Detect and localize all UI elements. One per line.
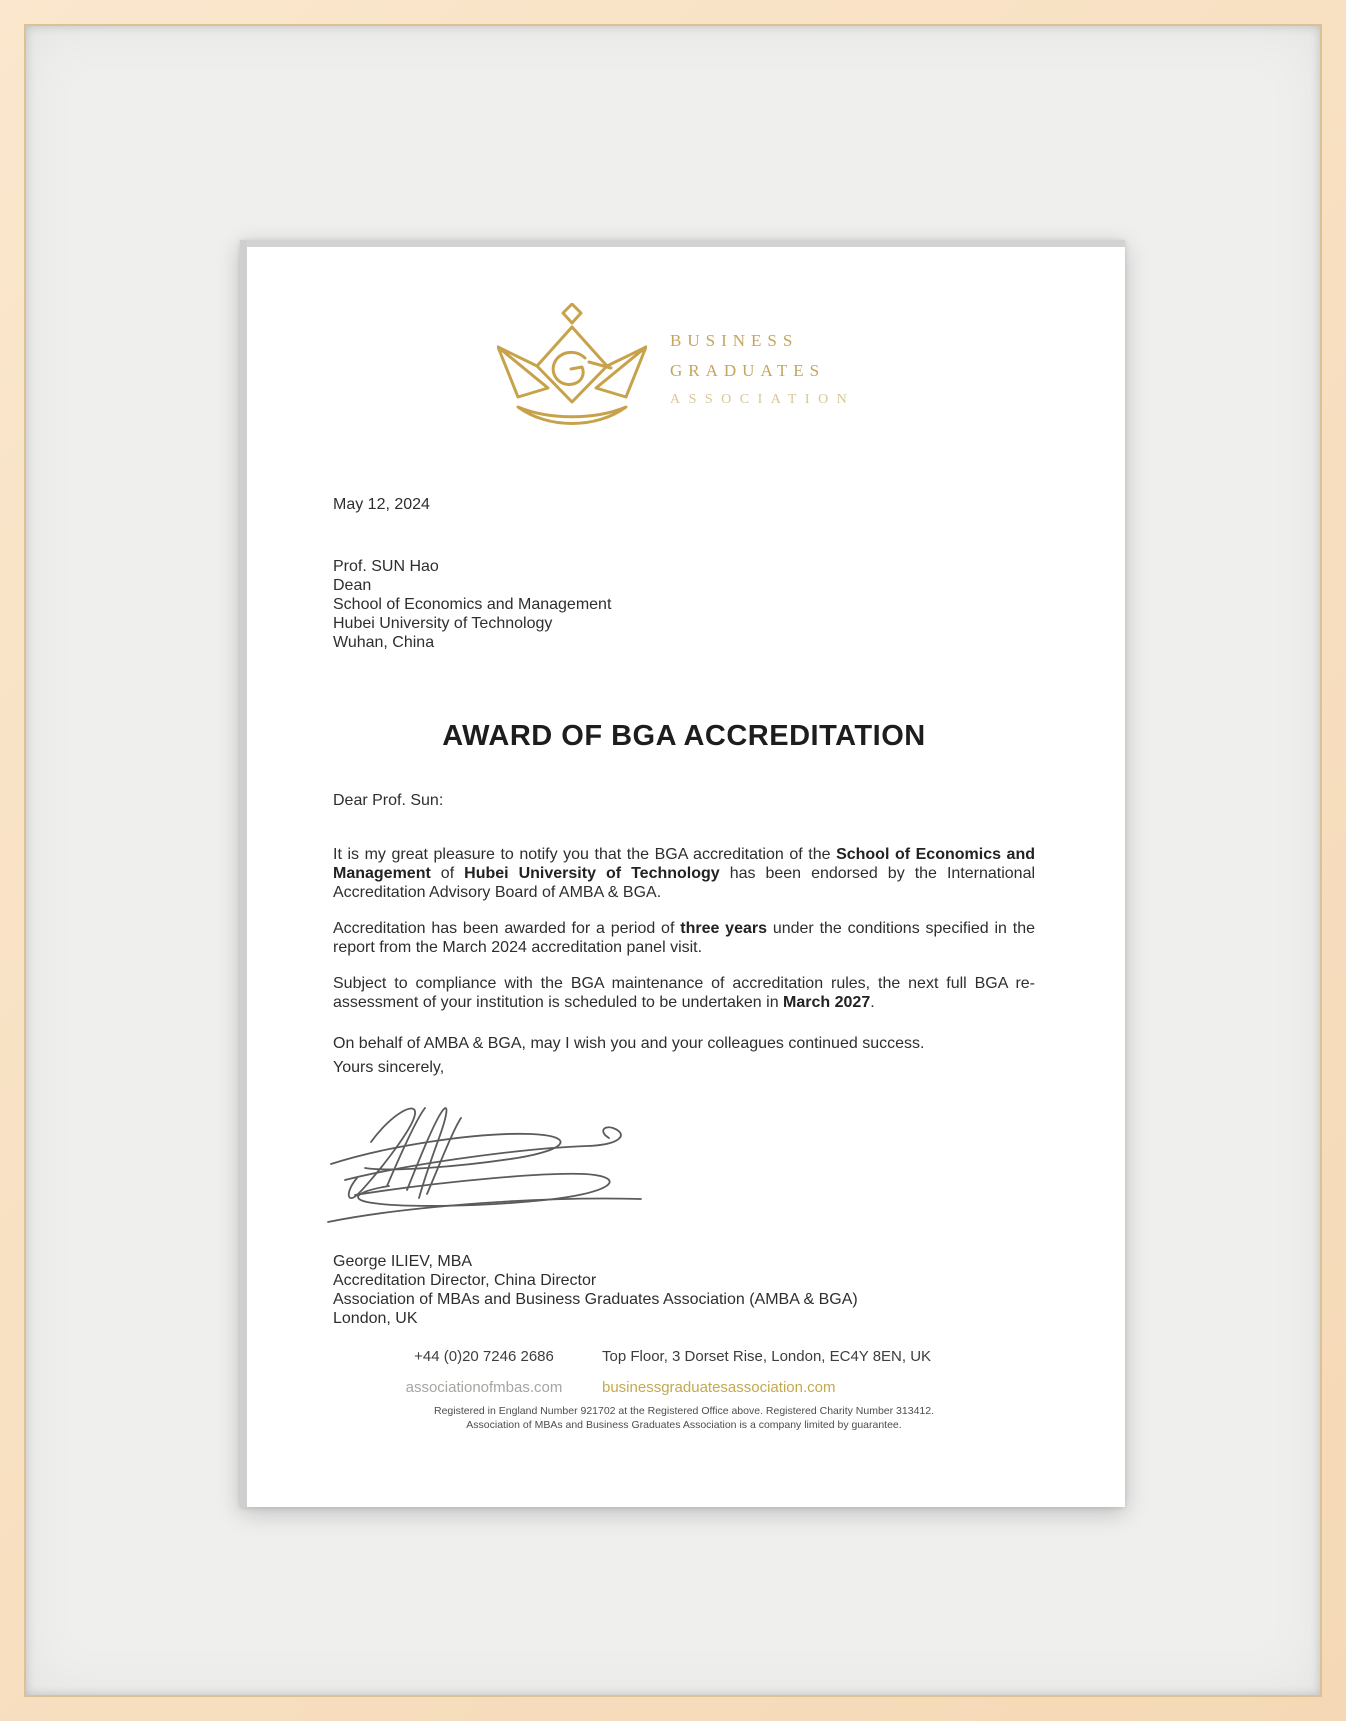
logo-word-association: ASSOCIATION [670, 392, 856, 407]
recipient-name: Prof. SUN Hao [333, 558, 439, 575]
frame-mat [26, 26, 1320, 1695]
salutation: Dear Prof. Sun: [333, 792, 444, 809]
signatory-block [333, 1252, 858, 1328]
paragraph-4: On behalf of AMBA & BGA, may I wish you and your colleagues continued success. [333, 1035, 925, 1052]
logo-word-business: BUSINESS [670, 331, 799, 350]
recipient-city: Wuhan, China [333, 634, 435, 651]
paragraph-2-text: under the conditions specified in the report from the March 2024 accreditation panel visit. [333, 920, 1036, 956]
paper-edge-shadow-left [240, 240, 247, 1507]
letter-date: May 12, 2024 [333, 496, 430, 513]
recipient-block [333, 557, 611, 652]
paragraph-2 [333, 919, 1035, 957]
paragraph-3-text: . [870, 994, 875, 1011]
recipient-school: School of Economics and Management [333, 596, 612, 613]
footer-phone: +44 (0)20 7246 2686 [414, 1348, 554, 1365]
fine-print [333, 1404, 1035, 1432]
fine-print-line-1: Registered in England Number 921702 at the Registered Office above. Registered Charity Number 313412. [433, 1405, 935, 1417]
logo-word-graduates: GRADUATES [670, 360, 826, 380]
letter-paper [240, 240, 1125, 1507]
paragraph-1-text: has been endorsed by the International Accreditation Advisory Board of AMBA & BGA. [333, 865, 1036, 901]
reassessment-date-bold: March 2027 [783, 994, 871, 1011]
paragraph-3-text: Subject to compliance with the BGA maintenance of accreditation rules, the next full BGA re-assessment of your institution is scheduled to be undertaken in [333, 975, 1035, 1011]
signatory-role: Accreditation Director, China Director [333, 1272, 597, 1289]
paragraph-2-text: Accreditation has been awarded for a period of [333, 920, 681, 937]
signature-image [325, 1100, 647, 1232]
signatory-city: London, UK [333, 1310, 418, 1327]
paragraph-1-text: It is my great pleasure to notify you that the BGA accreditation of the [333, 846, 837, 863]
footer-website-bga: businessgraduatesassociation.com [602, 1379, 836, 1396]
paper-edge-shadow-top [240, 240, 1125, 247]
school-name-bold: School of Economics and Management [333, 846, 1036, 882]
logo-wordmark [670, 326, 855, 415]
footer-website-amba: associationofmbas.com [405, 1379, 563, 1396]
signatory-name: George ILIEV, MBA [333, 1253, 473, 1270]
period-bold: three years [680, 920, 768, 937]
paragraph-3 [333, 974, 1035, 1012]
crown-icon [497, 303, 647, 435]
signatory-organisation: Association of MBAs and Business Graduates Association (AMBA & BGA) [333, 1291, 858, 1308]
university-name-bold: Hubei University of Technology [464, 865, 720, 882]
footer-office-address: Top Floor, 3 Dorset Rise, London, EC4Y 8EN, UK [602, 1348, 932, 1365]
paragraph-1 [333, 845, 1035, 902]
fine-print-line-2: Association of MBAs and Business Graduates Association is a company limited by guarantee. [466, 1419, 902, 1431]
recipient-university: Hubei University of Technology [333, 615, 553, 632]
closing-line: Yours sincerely, [333, 1059, 445, 1076]
paragraph-1-text: of [430, 865, 465, 882]
recipient-role: Dean [333, 577, 372, 594]
letter-title: AWARD OF BGA ACCREDITATION [442, 720, 926, 752]
